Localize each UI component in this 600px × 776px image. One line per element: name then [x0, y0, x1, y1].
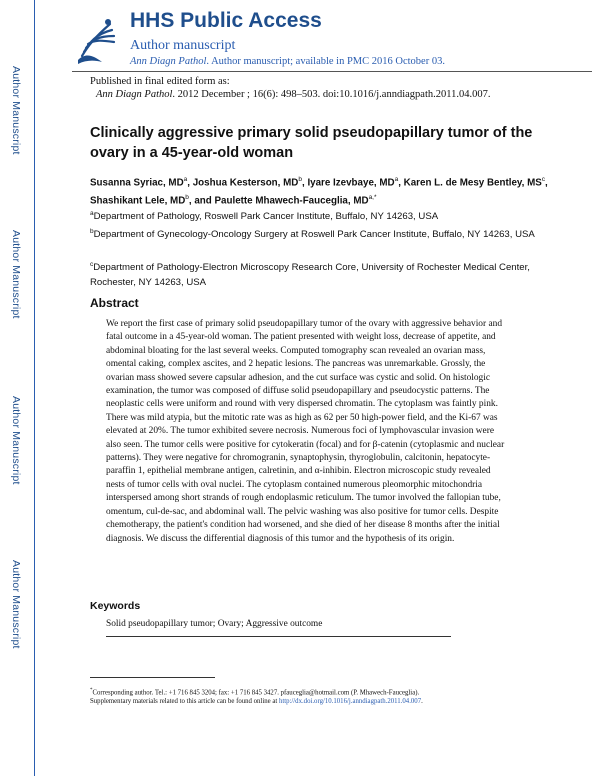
supplementary-doi-link[interactable]: http://dx.doi.org/10.1016/j.anndiagpath.2011.04.007: [278, 698, 422, 705]
author-separator: ,: [398, 177, 404, 189]
sidebar-label: Author Manuscript: [10, 230, 22, 319]
abstract-body: We report the first case of primary solid pseudopapillary tumor of the ovary with aggressive behavior and fatal outcome in a 45-year-old woman. The patient presented with weight loss, decrease of appetite, and abdominal bloating for the last several weeks. Computed tomography scan revealed an ovarian mass, omental caking, complex ascites, and 2 hepatic lesions. The pancreas was unremarkable. Grossly, the ovarian mass showed severe capsular adhesion, and the cut surface was cystic and solid. On histologic examination, the tumor was composed of diffuse solid pseudopapillary and pseudocystic patterns. The neoplastic cells were uniform and round with very dispersed chromatin. The cytoplasm was faintly pink. There was mild atypia, but the mitotic rate was as high as 62 per 50 high-power field, and the Ki-67 was elevated at 20%. The tumor exhibited severe necrosis. Numerous foci of lymphovascular invasion were also seen. The tumor cells were positive for cytokeratin (focal) and for β-catenin (cytoplasmic and nuclear patterns). They were negative for chromogranin, synaptophysin, thyroglobulin, calcitonin, hepatocyte-paraffin 1, epithelial membrane antigen, calretinin, and α-inhibin. Electron microscopic study revealed nests of tumor cells with oval nuclei. The cytoplasm contained numerous pleomorphic mitochondria interspersed among short strands of rough endoplasmic reticulum. The tumor involved the fallopian tube, omentum, cul-de-sac, and abdominal wall. The pelvic washing was also positive for tumor cells. Despite chemotherapy, the patient's condition had worsened, and she died of her disease 8 months after the initial diagnosis. We discuss the differential diagnosis of this tumor and the hypothesis of its origin.: [106, 319, 505, 544]
abstract-heading: Abstract: [90, 296, 139, 310]
affiliation-c: [90, 257, 570, 290]
header-divider: [72, 71, 592, 72]
author-separator: , and: [188, 195, 215, 207]
author-list: [90, 172, 570, 209]
article-title: Clinically aggressive primary solid pseudopapillary tumor of the ovary in a 45-year-old woman: [90, 125, 533, 161]
author-affiliation-mark: b: [185, 194, 189, 202]
publication-journal: Ann Diagn Pathol: [96, 89, 173, 100]
author-affiliation-mark: a: [183, 176, 188, 183]
affiliation-mark: a: [90, 210, 94, 217]
manuscript-sidebar: [0, 0, 40, 776]
hhs-title: HHS Public Access: [130, 9, 322, 32]
author-name: Iyare Izevbaye, MD: [307, 177, 395, 189]
author-name: Shashikant Lele, MD: [90, 195, 186, 207]
publication-citation: [96, 89, 490, 100]
author-name: Karen L. de Mesy Bentley, MS: [403, 177, 542, 189]
affiliation-mark: b: [90, 228, 94, 235]
affiliation-a: [90, 206, 570, 224]
footnote-mark: *: [90, 688, 93, 693]
author-separator: ,: [187, 177, 193, 189]
affiliation-b: [90, 224, 570, 242]
corresponding-text: Corresponding author. Tel.: +1 716 845 3204; fax: +1 716 845 3427. pfauceglia@hotmail.com (P. Mhawech-Fauceglia).: [92, 689, 420, 697]
author-separator: ,: [545, 177, 548, 189]
author-affiliation-mark: c: [541, 176, 546, 183]
keywords-list: Solid pseudopapillary tumor; Ovary; Aggressive outcome: [106, 619, 323, 629]
author-name: Paulette Mhawech-Fauceglia, MD: [214, 195, 369, 207]
citation-journal: Ann Diagn Pathol: [130, 56, 207, 67]
sidebar-label: Author Manuscript: [10, 66, 22, 155]
author-manuscript-subtitle: Author manuscript: [130, 38, 236, 53]
hhs-eagle-logo-icon: [72, 12, 120, 66]
footnote-divider: [90, 677, 215, 678]
author-separator: ,: [301, 177, 308, 189]
supplementary-text: Supplementary materials related to this article can be found online at: [90, 698, 279, 705]
sidebar-label: Author Manuscript: [10, 396, 22, 485]
author-name: Joshua Kesterson, MD: [192, 177, 299, 189]
affiliation-mark: c: [90, 261, 94, 268]
affiliation-text: Department of Pathology-Electron Microscopy Research Core, University of Rochester Medical Center, Rochester, NY 14263, USA: [90, 262, 530, 289]
affiliation-text: Department of Pathology, Roswell Park Cancer Institute, Buffalo, NY 14263, USA: [93, 211, 439, 223]
supplementary-footnote: [90, 696, 590, 707]
sidebar-label: Author Manuscript: [10, 560, 22, 649]
sidebar-rule: [34, 0, 35, 776]
supplementary-end: .: [421, 698, 423, 705]
author-affiliation-mark: a,*: [368, 194, 377, 202]
author-affiliation-mark: a: [394, 176, 399, 183]
author-name: Susanna Syriac, MD: [90, 177, 184, 189]
availability-citation: [130, 56, 445, 67]
author-affiliation-mark: b: [298, 176, 302, 183]
keywords-divider: [106, 636, 451, 637]
publication-details: . 2012 December ; 16(6): 498–503. doi:10.1016/j.anndiagpath.2011.04.007.: [172, 89, 491, 100]
affiliation-text: Department of Gynecology-Oncology Surgery at Roswell Park Cancer Institute, Buffalo, NY 14263, USA: [93, 229, 535, 241]
citation-rest: . Author manuscript; available in PMC 2016 October 03.: [206, 56, 445, 67]
keywords-heading: Keywords: [90, 600, 141, 612]
published-in-label: Published in final edited form as:: [90, 76, 230, 87]
